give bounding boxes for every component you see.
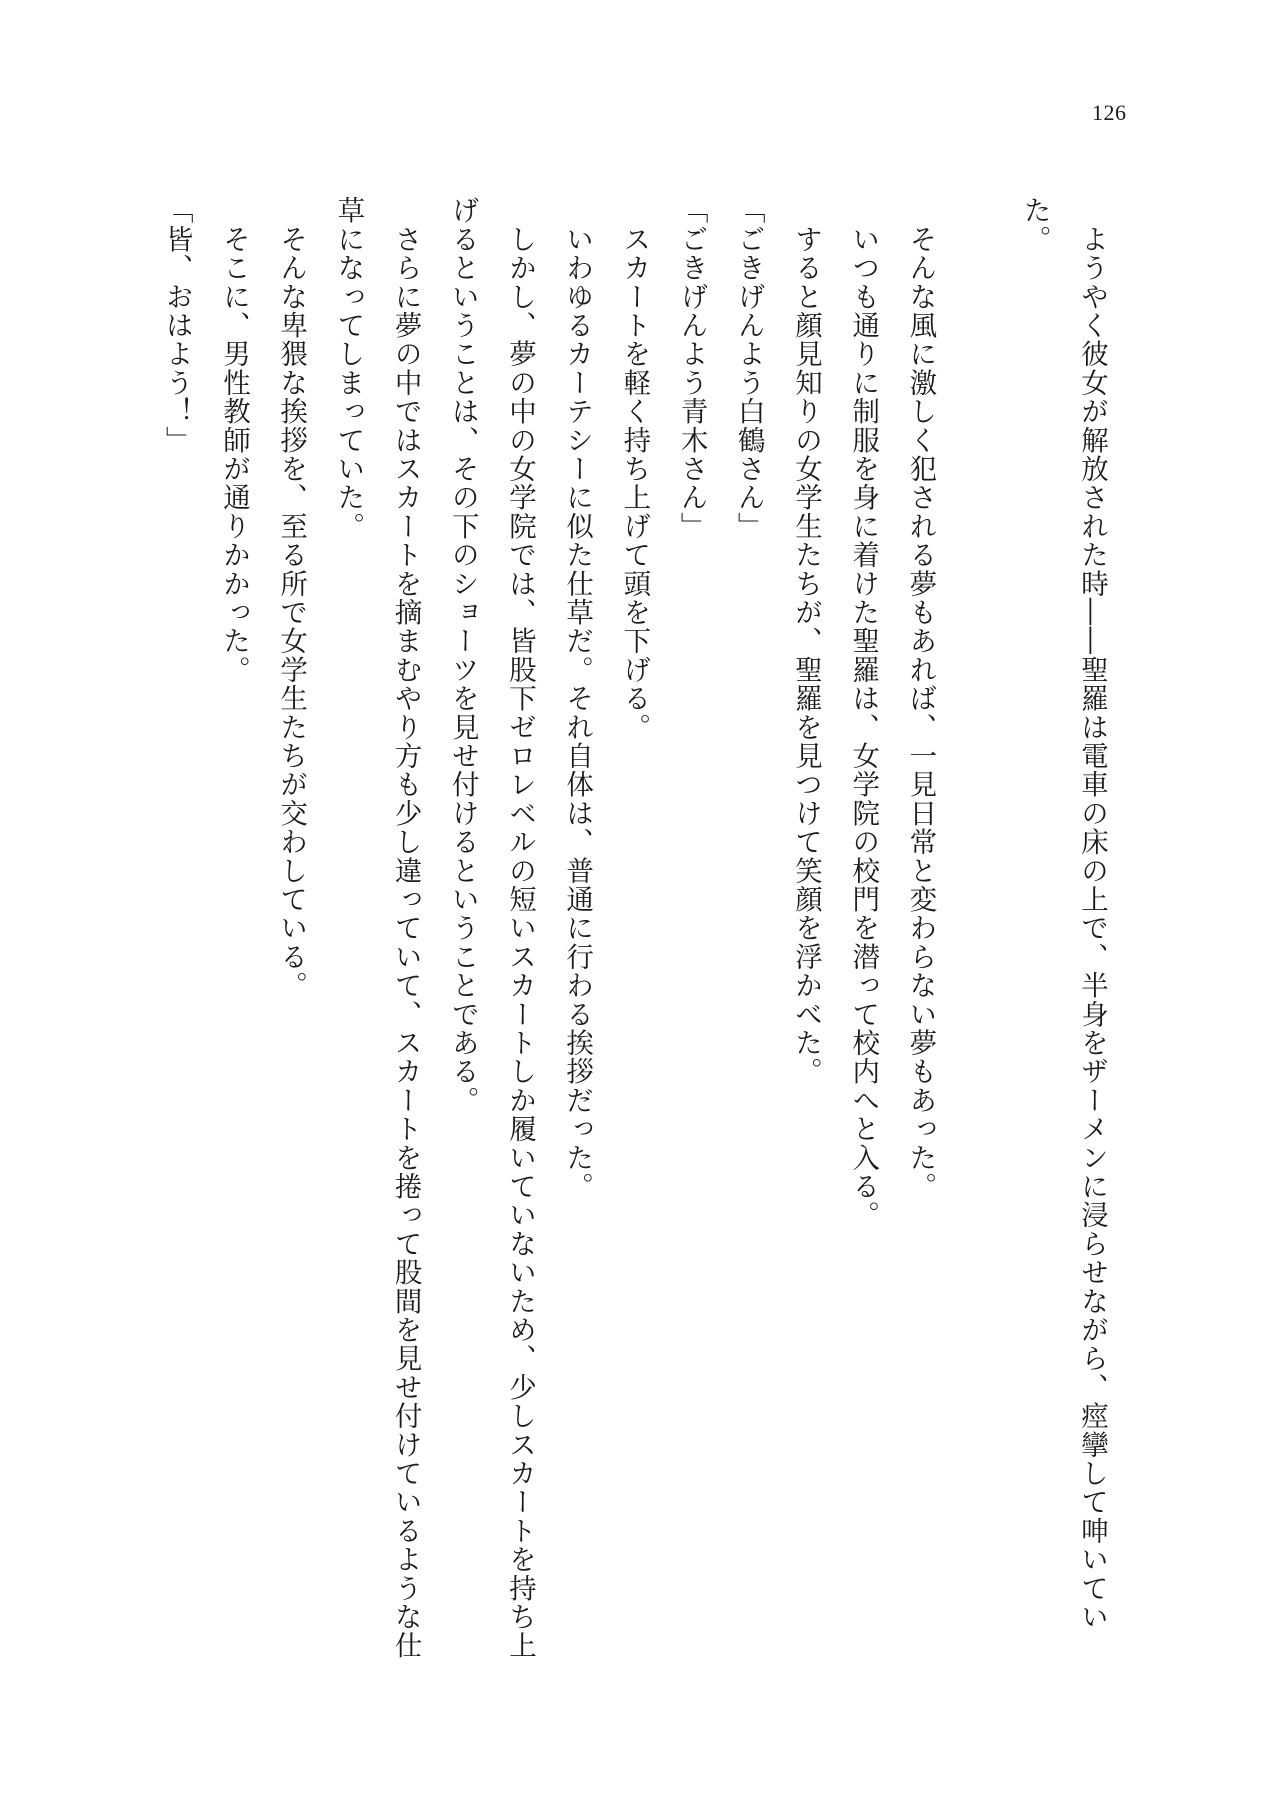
paragraph: そんな卑猥な挨拶を、至る所で女学生たちが交わしている。 (275, 196, 308, 1000)
paragraph: すると顔見知りの女学生たちが、聖羅を見つけて笑顔を浮かべた。 (789, 196, 822, 1086)
paragraph: いつも通りに制服を身に着けた聖羅は、女学院の校門を潜って校内へと入る。 (847, 196, 880, 1230)
paragraph: そんな風に激しく犯される夢もあれば、一見日常と変わらない夢もあった。 (904, 196, 937, 1201)
paragraph: しかし、夢の中の女学院では、皆股下ゼロレベルの短いスカートしか履いていないため、少しスカートを持ち上げるということは、その下のショーツを見せ付けるということである。 (446, 196, 536, 1660)
paragraph: ようやく彼女が解放された時――聖羅は電車の床の上で、半身をザーメンに浸らせながら、痙攣して呻いていた。 (1018, 196, 1108, 1631)
paragraph: さらに夢の中ではスカートを摘まむやり方も少し違っていて、スカートを捲って股間を見せ付けているような仕草になってしまっていた。 (332, 196, 422, 1660)
paragraph: そこに、男性教師が通りかかった。 (217, 196, 250, 684)
page-number: 126 (1092, 100, 1127, 125)
body-text (148, 196, 1120, 1676)
paragraph: スカートを軽く持ち上げて頭を下げる。 (618, 196, 651, 742)
paragraph: いわゆるカーテシーに似た仕草だ。それ自体は、普通に行わる挨拶だった。 (561, 196, 594, 1201)
paragraph-break (948, 196, 1005, 1676)
dialogue: 「ごきげんよう白鶴さん」 (732, 196, 765, 541)
dialogue: 「ごきげんよう青木さん」 (675, 196, 708, 541)
dialogue: 「皆、おはよう！」 (160, 196, 193, 455)
